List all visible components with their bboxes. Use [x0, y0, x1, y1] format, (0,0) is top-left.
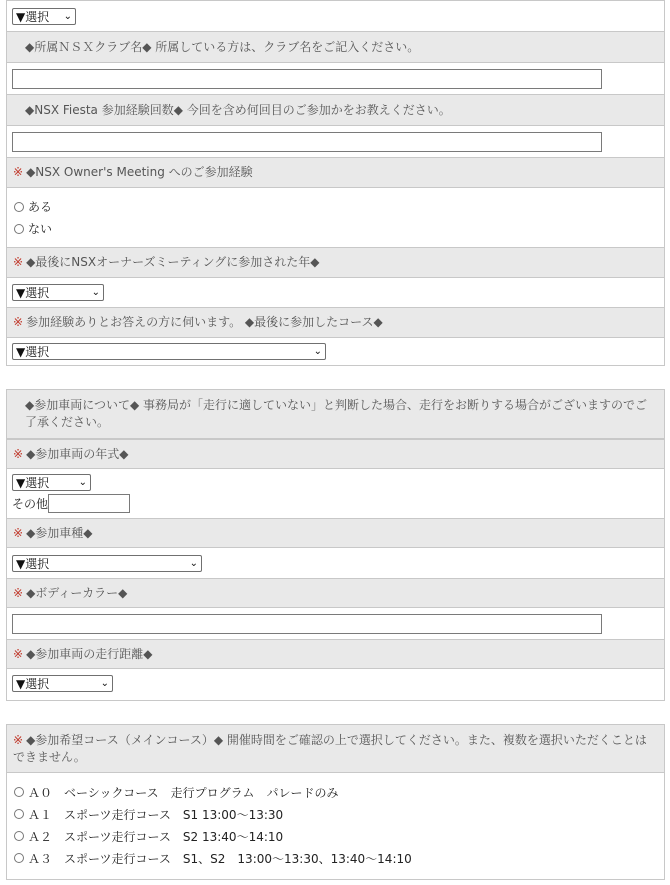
- radio-label: Ａ３ スポーツ走行コース S1、S2 13:00～13:30、13:40～14:10: [28, 851, 412, 866]
- club-label-text: ◆所属ＮＳＸクラブ名◆ 所属している方は、クラブ名をご記入ください。: [25, 39, 420, 54]
- body-color-input-row: [7, 608, 664, 639]
- mileage-select-value: ▼選択: [16, 677, 50, 691]
- chevron-down-icon: ⌄: [189, 557, 198, 569]
- last-course-select-row: [7, 338, 664, 364]
- top-select-row: [7, 0, 664, 31]
- vehicle-type-label-text: ◆参加車種◆: [26, 525, 93, 540]
- chevron-down-icon: ⌄: [78, 477, 87, 488]
- fiesta-label-text: ◆NSX Fiesta 参加経験回数◆ 今回を含め何回目のご参加かをお教えください。: [25, 102, 451, 117]
- fiesta-input-row: [7, 126, 664, 157]
- radio-icon[interactable]: [14, 202, 24, 212]
- required-mark: ※: [13, 525, 24, 540]
- top-select[interactable]: [12, 8, 76, 25]
- club-input[interactable]: [12, 69, 602, 89]
- radio-label: Ａ１ スポーツ走行コース S1 13:00～13:30: [28, 807, 284, 822]
- chevron-down-icon: ⌄: [313, 345, 322, 357]
- last-year-select-value: ▼選択: [16, 286, 50, 300]
- required-mark: ※: [13, 255, 24, 269]
- vehicle-type-select-value: ▼選択: [16, 556, 50, 571]
- fiesta-label: [7, 94, 664, 126]
- vehicle-type-select[interactable]: [12, 555, 202, 572]
- main-course-options: [7, 773, 664, 877]
- chevron-down-icon: ⌄: [100, 678, 109, 689]
- radio-icon[interactable]: [14, 224, 24, 234]
- radio-icon[interactable]: [14, 809, 24, 819]
- mileage-label: [7, 639, 664, 669]
- radio-option-no[interactable]: [12, 218, 52, 240]
- main-course-label-body: ◆参加希望コース（メインコース）◆ 開催時間をご確認の上で選択してください。また、複数を選択いただくことはできません。: [13, 732, 647, 764]
- vehicle-year-other-input[interactable]: [48, 494, 130, 513]
- vehicle-notice-label: [7, 389, 664, 439]
- body-color-input[interactable]: [12, 614, 602, 634]
- vehicle-notice-text: ◆参加車両について◆ 事務局が「走行に適していない」と判断した場合、走行をお断りする場合がございますのでご了承ください。: [25, 398, 648, 429]
- radio-option-a3[interactable]: [14, 847, 412, 869]
- fiesta-input[interactable]: [12, 132, 602, 152]
- mileage-select[interactable]: [12, 675, 113, 692]
- vehicle-year-label-text: ◆参加車両の年式◆: [26, 446, 129, 461]
- required-mark: ※: [13, 585, 24, 600]
- form-section-1: [6, 0, 665, 366]
- body-color-label: [7, 578, 664, 608]
- radio-option-a2[interactable]: [14, 825, 283, 847]
- other-label: その他: [12, 496, 49, 511]
- last-course-select[interactable]: [12, 343, 326, 360]
- radio-option-yes[interactable]: [12, 196, 52, 218]
- required-mark: ※: [13, 165, 24, 179]
- radio-label: Ａ０ ベーシックコース 走行プログラム パレードのみ: [28, 785, 339, 800]
- vehicle-year-select[interactable]: [12, 474, 91, 491]
- last-year-select-row: [7, 278, 664, 307]
- last-year-label-text: ◆最後にNSXオーナーズミーティングに参加された年◆: [26, 255, 320, 269]
- radio-option-a0[interactable]: [14, 781, 339, 803]
- vehicle-year-fields: [7, 469, 664, 518]
- club-label: [7, 31, 664, 63]
- owners-meeting-options: [7, 188, 664, 247]
- body-color-label-text: ◆ボディーカラー◆: [26, 585, 128, 600]
- required-mark: ※: [13, 446, 24, 461]
- main-course-label-text: [13, 732, 656, 766]
- radio-option-a1[interactable]: [14, 803, 283, 825]
- vehicle-year-label: [7, 439, 664, 469]
- form-section-3: [6, 724, 665, 880]
- required-mark: ※: [13, 315, 24, 329]
- last-year-select[interactable]: [12, 284, 104, 301]
- radio-icon[interactable]: [14, 853, 24, 863]
- chevron-down-icon: ⌄: [91, 287, 100, 298]
- vehicle-type-label: [7, 518, 664, 548]
- vehicle-year-other: [12, 493, 130, 513]
- radio-icon[interactable]: [14, 787, 24, 797]
- required-mark: ※: [13, 646, 24, 661]
- mileage-select-row: [7, 669, 664, 698]
- vehicle-year-select-value: ▼選択: [16, 476, 50, 490]
- radio-label: ない: [28, 222, 53, 236]
- last-course-label-text: 参加経験ありとお答えの方に伺います。 ◆最後に参加したコース◆: [26, 315, 383, 329]
- mileage-label-text: ◆参加車両の走行距離◆: [26, 646, 153, 661]
- main-course-label: [7, 724, 664, 773]
- radio-label: ある: [28, 200, 53, 214]
- owners-meeting-label-text: ◆NSX Owner's Meeting へのご参加経験: [26, 165, 253, 179]
- form-section-2: [6, 389, 665, 701]
- club-input-row: [7, 63, 664, 94]
- last-course-select-value: ▼選択: [16, 344, 50, 359]
- top-select-value: ▼選択: [16, 9, 50, 24]
- radio-icon[interactable]: [14, 831, 24, 841]
- radio-label: Ａ２ スポーツ走行コース S2 13:40～14:10: [28, 829, 284, 844]
- required-mark: ※: [13, 732, 24, 747]
- last-course-label: [7, 307, 664, 338]
- chevron-down-icon: ⌄: [63, 10, 72, 22]
- owners-meeting-label: [7, 157, 664, 188]
- last-year-label: [7, 247, 664, 278]
- vehicle-type-select-row: [7, 548, 664, 578]
